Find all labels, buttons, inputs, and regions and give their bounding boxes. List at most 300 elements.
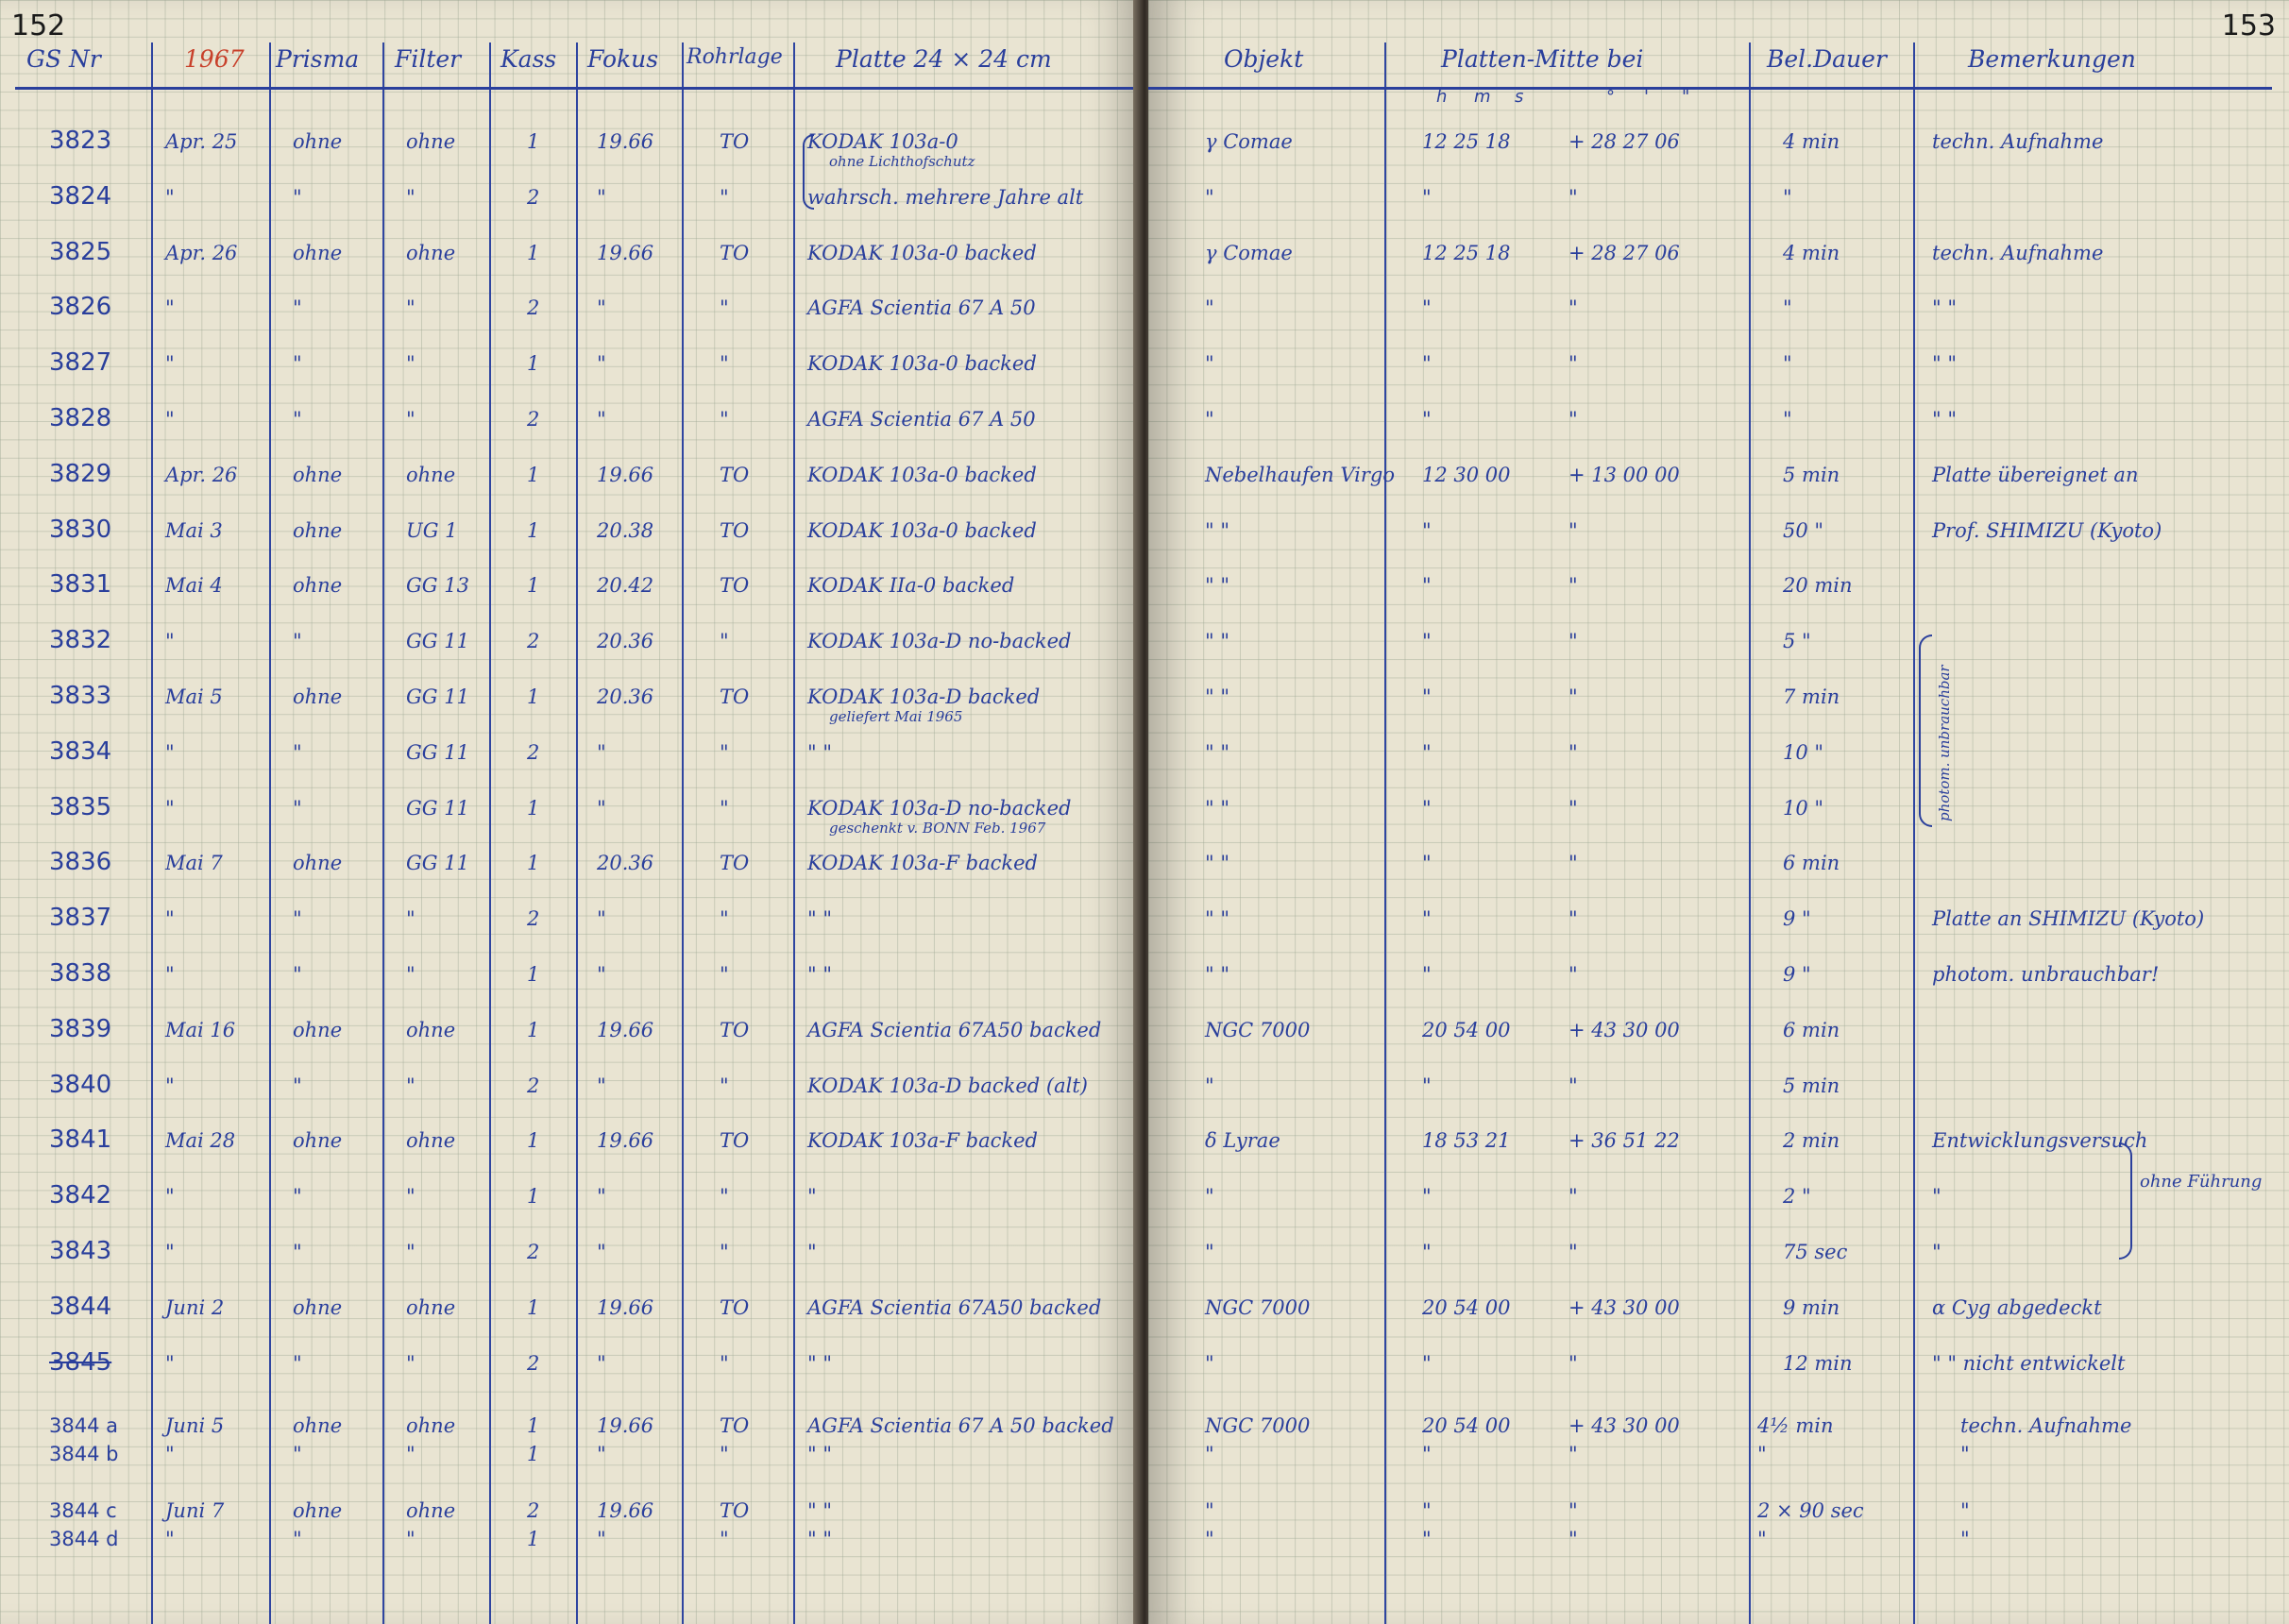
platte-note: geliefert Mai 1965 (829, 708, 963, 725)
header-rule (1148, 87, 2272, 90)
rohrlage-cell: TO (720, 852, 750, 875)
filter-cell: ohne (406, 1129, 456, 1153)
exposure-cell: 9 min (1783, 1295, 1840, 1319)
dec-cell: " (1568, 1185, 1578, 1209)
fokus-cell: 19.66 (597, 463, 654, 486)
kass-cell: 1 (527, 852, 540, 875)
platte-cell: KODAK 103a-D backed (alt) (807, 1074, 1088, 1097)
kass-cell: 1 (527, 352, 540, 376)
exposure-cell: 6 min (1783, 1018, 1840, 1041)
dec-cell: + 43 30 00 (1568, 1414, 1680, 1437)
dec-cell: " (1568, 1443, 1578, 1465)
remark-cell: " (1960, 1443, 1970, 1465)
rohrlage-cell: TO (720, 1129, 750, 1153)
bracket (2119, 1142, 2132, 1260)
ra-cell: 12 30 00 (1422, 463, 1511, 486)
exposure-cell: " (1783, 296, 1792, 320)
remark-cell: " " (1932, 408, 1957, 431)
date-cell: " (165, 352, 175, 376)
rohrlage-cell: " (720, 1241, 729, 1263)
prisma-cell: " (293, 185, 302, 209)
prisma-cell: ohne (293, 130, 343, 153)
kass-cell: 1 (527, 1018, 540, 1041)
exposure-cell: " (1783, 185, 1792, 209)
header-bemerkungen: Bemerkungen (1968, 45, 2136, 73)
platte-cell: " (807, 1241, 817, 1263)
gs-number: 3844 d (49, 1528, 119, 1550)
prisma-cell: " (293, 1241, 302, 1263)
date-cell: Apr. 25 (165, 130, 238, 153)
platte-cell: KODAK 103a-0 backed (807, 352, 1037, 376)
fokus-cell: 20.38 (597, 518, 654, 542)
remark-cell: " " (1932, 296, 1957, 320)
right-page (1148, 0, 2289, 1624)
fokus-cell: 19.66 (597, 1414, 654, 1437)
filter-cell: " (406, 1185, 415, 1209)
header-rule (15, 87, 1139, 90)
kass-cell: 1 (527, 518, 540, 542)
rohrlage-cell: " (720, 1528, 729, 1550)
platte-cell: KODAK 103a-D no-backed (807, 796, 1072, 820)
prisma-cell: ohne (293, 1499, 343, 1522)
filter-cell: GG 13 (406, 574, 469, 598)
col-divider (1749, 42, 1751, 1624)
platte-cell: " " (807, 963, 832, 986)
filter-cell: GG 11 (406, 852, 469, 875)
platte-cell: KODAK IIa-0 backed (807, 574, 1015, 598)
rohrlage-cell: TO (720, 241, 750, 264)
header-platten-mitte: Platten-Mitte bei (1441, 45, 1644, 73)
bracket (803, 134, 814, 210)
exposure-cell: 75 sec (1783, 1241, 1848, 1263)
rohrlage-cell: TO (720, 574, 750, 598)
ra-cell: " (1422, 1074, 1432, 1097)
kass-cell: 1 (527, 130, 540, 153)
dec-cell: + 43 30 00 (1568, 1018, 1680, 1041)
kass-cell: 2 (527, 1351, 540, 1375)
rohrlage-cell: " (720, 185, 729, 209)
dec-cell: + 43 30 00 (1568, 1295, 1680, 1319)
remark-cell: Platte an SHIMIZU (Kyoto) (1932, 907, 2205, 931)
gs-number: 3832 (49, 626, 112, 655)
page-number-left: 152 (11, 9, 66, 42)
dec-cell: + 28 27 06 (1568, 241, 1680, 264)
dec-cell: " (1568, 408, 1578, 431)
prisma-cell: ohne (293, 1414, 343, 1437)
ra-cell: " (1422, 408, 1432, 431)
platte-cell: AGFA Scientia 67 A 50 backed (807, 1414, 1114, 1437)
remark-cell: techn. Aufnahme (1960, 1414, 2132, 1437)
ra-cell: 18 53 21 (1422, 1129, 1511, 1153)
ra-cell: " (1422, 1499, 1432, 1522)
header-fokus: Fokus (587, 45, 659, 73)
kass-cell: 1 (527, 685, 540, 708)
exposure-cell: " (1757, 1443, 1767, 1465)
objekt-cell: " (1205, 1528, 1214, 1550)
ra-cell: " (1422, 352, 1432, 376)
dec-cell: " (1568, 1241, 1578, 1263)
gs-number: 3833 (49, 682, 112, 710)
gs-number: 3823 (49, 127, 112, 155)
remark-cell: " (1960, 1528, 1970, 1550)
dec-cell: " (1568, 796, 1578, 820)
date-cell: " (165, 408, 175, 431)
fokus-cell: " (597, 796, 606, 820)
col-divider (151, 42, 153, 1624)
platte-cell: KODAK 103a-0 backed (807, 463, 1037, 486)
ra-cell: " (1422, 963, 1432, 986)
dec-cell: " (1568, 685, 1578, 708)
rohrlage-cell: TO (720, 1295, 750, 1319)
kass-cell: 2 (527, 1074, 540, 1097)
kass-cell: 2 (527, 408, 540, 431)
dec-cell: " (1568, 518, 1578, 542)
dec-cell: " (1568, 1351, 1578, 1375)
fokus-cell: " (597, 1443, 606, 1465)
header-platte: Platte 24 × 24 cm (836, 45, 1052, 73)
kass-cell: 1 (527, 1129, 540, 1153)
gs-number: 3841 (49, 1125, 112, 1155)
filter-cell: GG 11 (406, 630, 469, 653)
platte-cell: AGFA Scientia 67 A 50 (807, 408, 1036, 431)
prisma-cell: " (293, 1185, 302, 1209)
kass-cell: 1 (527, 1443, 540, 1465)
exposure-cell: 50 " (1783, 518, 1824, 542)
ra-cell: " (1422, 685, 1432, 708)
remark-cell: α Cyg abgedeckt (1932, 1295, 2102, 1319)
platte-note: ohne Lichthofschutz (829, 153, 975, 170)
filter-cell: ohne (406, 1499, 456, 1522)
filter-cell: " (406, 907, 415, 931)
kass-cell: 1 (527, 963, 540, 986)
kass-cell: 1 (527, 1414, 540, 1437)
ra-cell: " (1422, 796, 1432, 820)
rohrlage-cell: " (720, 963, 729, 986)
date-cell: " (165, 907, 175, 931)
gs-number: 3836 (49, 848, 112, 877)
rohrlage-cell: " (720, 740, 729, 764)
exposure-cell: 7 min (1783, 685, 1840, 708)
side-note: photom. unbrauchbar (1936, 665, 1953, 821)
gs-number: 3840 (49, 1070, 112, 1099)
gs-number: 3829 (49, 459, 112, 488)
prisma-cell: ohne (293, 1129, 343, 1153)
prisma-cell: ohne (293, 518, 343, 542)
filter-cell: GG 11 (406, 685, 469, 708)
platte-cell: AGFA Scientia 67A50 backed (807, 1295, 1102, 1319)
exposure-cell: 20 min (1783, 574, 1853, 598)
platte-cell: AGFA Scientia 67 A 50 (807, 296, 1036, 320)
col-divider (269, 42, 271, 1624)
ra-cell: " (1422, 1241, 1432, 1263)
kass-cell: 2 (527, 740, 540, 764)
date-cell: " (165, 740, 175, 764)
left-page (0, 0, 1141, 1624)
kass-cell: 2 (527, 1499, 540, 1522)
gs-number: 3827 (49, 348, 112, 378)
prisma-cell: " (293, 630, 302, 653)
fokus-cell: 19.66 (597, 1018, 654, 1041)
fokus-cell: 20.36 (597, 852, 654, 875)
ra-cell: 20 54 00 (1422, 1414, 1511, 1437)
date-cell: Mai 3 (165, 518, 223, 542)
exposure-cell: 6 min (1783, 852, 1840, 875)
filter-cell: ohne (406, 463, 456, 486)
dec-cell: " (1568, 185, 1578, 209)
objekt-cell: " (1205, 1074, 1214, 1097)
fokus-cell: " (597, 185, 606, 209)
prisma-cell: ohne (293, 685, 343, 708)
dec-cell: + 36 51 22 (1568, 1129, 1680, 1153)
date-cell: Apr. 26 (165, 241, 238, 264)
fokus-cell: " (597, 1185, 606, 1209)
rohrlage-cell: TO (720, 463, 750, 486)
rohrlage-cell: " (720, 408, 729, 431)
objekt-cell: " (1205, 352, 1214, 376)
col-divider (382, 42, 384, 1624)
rohrlage-cell: " (720, 1443, 729, 1465)
filter-cell: " (406, 1528, 415, 1550)
filter-cell: " (406, 296, 415, 320)
fokus-cell: 19.66 (597, 1499, 654, 1522)
remark-cell: " " (1932, 352, 1957, 376)
filter-cell: " (406, 1074, 415, 1097)
remark-cell: photom. unbrauchbar! (1932, 963, 2160, 986)
ra-cell: " (1422, 630, 1432, 653)
ra-cell: 12 25 18 (1422, 130, 1511, 153)
objekt-cell: NGC 7000 (1205, 1295, 1311, 1319)
objekt-cell: NGC 7000 (1205, 1018, 1311, 1041)
platte-cell: " " (807, 1528, 832, 1550)
dec-cell: " (1568, 907, 1578, 931)
gs-number: 3835 (49, 792, 112, 821)
subheader-s: s (1515, 87, 1524, 107)
platte-cell: KODAK 103a-0 (807, 130, 958, 153)
dec-cell: " (1568, 740, 1578, 764)
gs-number: 3831 (49, 570, 112, 600)
header-kass: Kass (500, 45, 557, 73)
filter-cell: " (406, 1241, 415, 1263)
rohrlage-cell: " (720, 1351, 729, 1375)
fokus-cell: 20.36 (597, 630, 654, 653)
date-cell: Juni 2 (165, 1295, 225, 1319)
rohrlage-cell: " (720, 1185, 729, 1209)
ra-cell: " (1422, 740, 1432, 764)
bracket (1919, 634, 1932, 827)
dec-cell: + 28 27 06 (1568, 130, 1680, 153)
dec-cell: " (1568, 574, 1578, 598)
subheader-deg: ° (1606, 87, 1615, 107)
platte-note: geschenkt v. BONN Feb. 1967 (829, 819, 1046, 837)
header-rohrlage: Rohrlage (687, 45, 783, 69)
platte-cell: KODAK 103a-0 backed (807, 241, 1037, 264)
objekt-cell: " " (1205, 740, 1229, 764)
col-divider (1384, 42, 1386, 1624)
filter-cell: " (406, 185, 415, 209)
header-bel-dauer: Bel.Dauer (1767, 45, 1887, 73)
header-objekt: Objekt (1224, 45, 1304, 73)
filter-cell: " (406, 1351, 415, 1375)
dec-cell: " (1568, 296, 1578, 320)
remark-cell: Prof. SHIMIZU (Kyoto) (1932, 518, 2162, 542)
header-prisma: Prisma (276, 45, 360, 73)
kass-cell: 2 (527, 296, 540, 320)
ra-cell: 20 54 00 (1422, 1295, 1511, 1319)
ra-cell: " (1422, 1351, 1432, 1375)
platte-cell: " " (807, 1351, 832, 1375)
gs-number: 3837 (49, 904, 112, 933)
objekt-cell: " " (1205, 796, 1229, 820)
dec-cell: " (1568, 963, 1578, 986)
gs-number: 3828 (49, 404, 112, 432)
ra-cell: " (1422, 185, 1432, 209)
ra-cell: " (1422, 907, 1432, 931)
exposure-cell: 4 min (1783, 130, 1840, 153)
remark-cell: techn. Aufnahme (1932, 241, 2104, 264)
exposure-cell: 5 " (1783, 630, 1811, 653)
exposure-cell: 10 " (1783, 796, 1824, 820)
objekt-cell: " " (1205, 963, 1229, 986)
date-cell: Mai 28 (165, 1129, 236, 1153)
platte-cell: KODAK 103a-F backed (807, 852, 1038, 875)
platte-cell: " (807, 1185, 817, 1209)
kass-cell: 2 (527, 907, 540, 931)
platte-cell: " " (807, 1499, 832, 1522)
exposure-cell: 2 × 90 sec (1757, 1499, 1864, 1522)
remark-cell: " " nicht entwickelt (1932, 1351, 2126, 1375)
gs-number: 3839 (49, 1014, 112, 1043)
ra-cell: " (1422, 296, 1432, 320)
kass-cell: 1 (527, 796, 540, 820)
objekt-cell: γ Comae (1205, 130, 1293, 153)
date-cell: " (165, 796, 175, 820)
date-cell: " (165, 1528, 175, 1550)
dec-cell: + 13 00 00 (1568, 463, 1680, 486)
gs-number: 3844 a (49, 1414, 118, 1437)
fokus-cell: 19.66 (597, 241, 654, 264)
filter-cell: GG 11 (406, 796, 469, 820)
objekt-cell: NGC 7000 (1205, 1414, 1311, 1437)
rohrlage-cell: " (720, 1074, 729, 1097)
col-divider (489, 42, 491, 1624)
filter-cell: " (406, 408, 415, 431)
brace-note: ohne Führung (2140, 1172, 2263, 1192)
gs-number: 3842 (49, 1181, 112, 1210)
dec-cell: " (1568, 1499, 1578, 1522)
remark-cell: " (1960, 1499, 1970, 1522)
prisma-cell: " (293, 963, 302, 986)
gs-number: 3838 (49, 959, 112, 988)
ra-cell: " (1422, 852, 1432, 875)
gs-number: 3845 (49, 1347, 112, 1377)
exposure-cell: 9 " (1783, 963, 1811, 986)
ra-cell: 20 54 00 (1422, 1018, 1511, 1041)
rohrlage-cell: TO (720, 685, 750, 708)
objekt-cell: " " (1205, 907, 1229, 931)
ra-cell: " (1422, 1185, 1432, 1209)
platte-cell: KODAK 103a-D backed (807, 685, 1041, 708)
platte-cell: KODAK 103a-D no-backed (807, 630, 1072, 653)
prisma-cell: " (293, 296, 302, 320)
objekt-cell: " (1205, 408, 1214, 431)
filter-cell: " (406, 963, 415, 986)
ra-cell: " (1422, 1528, 1432, 1550)
prisma-cell: ohne (293, 241, 343, 264)
exposure-cell: 10 " (1783, 740, 1824, 764)
platte-cell: KODAK 103a-0 backed (807, 518, 1037, 542)
date-cell: " (165, 1351, 175, 1375)
filter-cell: ohne (406, 1295, 456, 1319)
ra-cell: 12 25 18 (1422, 241, 1511, 264)
exposure-cell: 9 " (1783, 907, 1811, 931)
dec-cell: " (1568, 630, 1578, 653)
gs-number: 3824 (49, 181, 112, 211)
filter-cell: " (406, 1443, 415, 1465)
exposure-cell: 5 min (1783, 1074, 1840, 1097)
ra-cell: " (1422, 518, 1432, 542)
col-divider (793, 42, 795, 1624)
col-divider (682, 42, 684, 1624)
exposure-cell: " (1783, 352, 1792, 376)
prisma-cell: ohne (293, 1018, 343, 1041)
kass-cell: 2 (527, 185, 540, 209)
exposure-cell: 4½ min (1757, 1414, 1834, 1437)
remark-cell: Platte übereignet an (1932, 463, 2139, 486)
fokus-cell: " (597, 352, 606, 376)
remark-cell: techn. Aufnahme (1932, 130, 2104, 153)
ra-cell: " (1422, 1443, 1432, 1465)
exposure-cell: 12 min (1783, 1351, 1853, 1375)
fokus-cell: " (597, 408, 606, 431)
objekt-cell: " " (1205, 852, 1229, 875)
gs-number: 3843 (49, 1237, 112, 1265)
prisma-cell: ohne (293, 1295, 343, 1319)
exposure-cell: " (1783, 408, 1792, 431)
rohrlage-cell: " (720, 796, 729, 820)
rohrlage-cell: TO (720, 1499, 750, 1522)
objekt-cell: " (1205, 185, 1214, 209)
gs-number: 3826 (49, 293, 112, 322)
fokus-cell: " (597, 1074, 606, 1097)
objekt-cell: " " (1205, 518, 1229, 542)
objekt-cell: " (1205, 1241, 1214, 1263)
filter-cell: UG 1 (406, 518, 458, 542)
gs-number: 3830 (49, 515, 112, 544)
subheader-arcsec: " (1682, 87, 1690, 107)
fokus-cell: " (597, 1528, 606, 1550)
ra-cell: " (1422, 574, 1432, 598)
objekt-cell: " " (1205, 685, 1229, 708)
prisma-cell: " (293, 907, 302, 931)
date-cell: " (165, 1443, 175, 1465)
platte-cell: " " (807, 740, 832, 764)
kass-cell: 1 (527, 463, 540, 486)
fokus-cell: " (597, 1351, 606, 1375)
exposure-cell: 2 min (1783, 1129, 1840, 1153)
rohrlage-cell: TO (720, 518, 750, 542)
kass-cell: 2 (527, 1241, 540, 1263)
dec-cell: " (1568, 352, 1578, 376)
gs-number: 3834 (49, 736, 112, 766)
date-cell: " (165, 1185, 175, 1209)
rohrlage-cell: TO (720, 130, 750, 153)
date-cell: Mai 5 (165, 685, 223, 708)
objekt-cell: " (1205, 1443, 1214, 1465)
gs-number: 3844 b (49, 1443, 119, 1465)
filter-cell: ohne (406, 241, 456, 264)
platte-cell: " " (807, 1443, 832, 1465)
filter-cell: " (406, 352, 415, 376)
